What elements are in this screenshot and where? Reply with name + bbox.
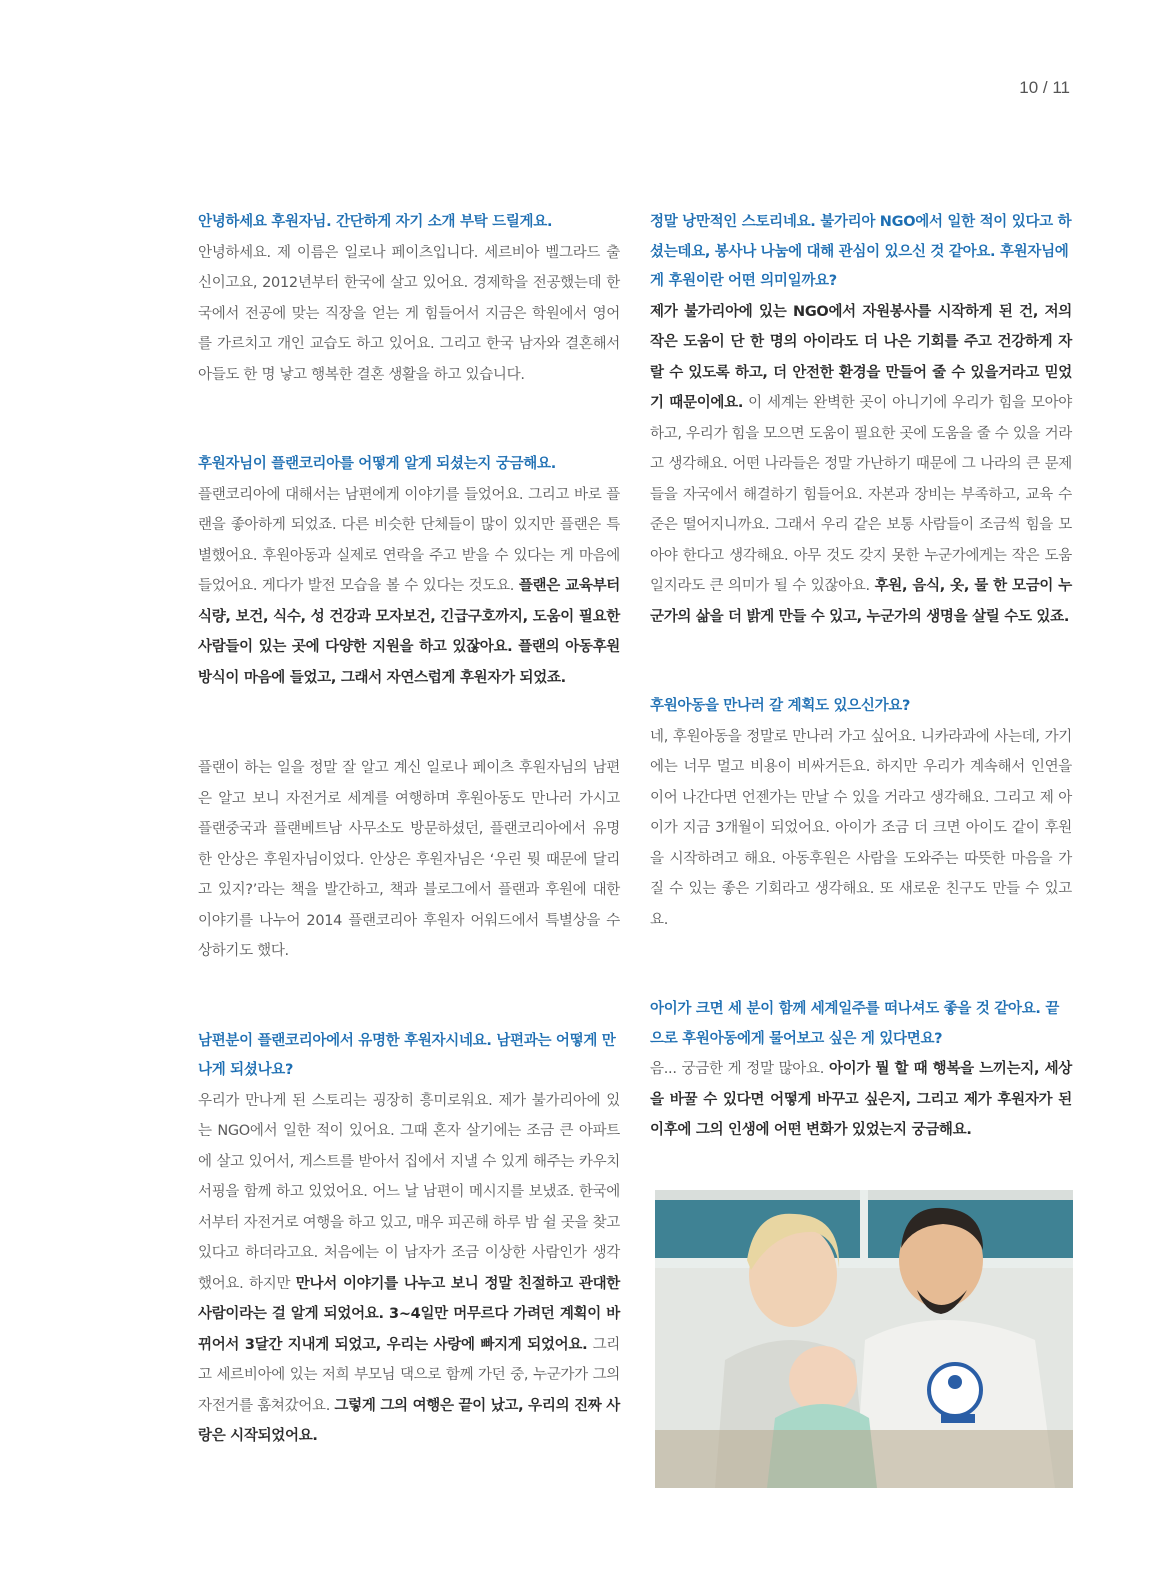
question-heading: 후원자님이 플랜코리아를 어떻게 알게 되셨는지 궁금해요. xyxy=(198,456,556,472)
note-paragraph xyxy=(198,753,620,967)
answer-paragraph xyxy=(650,722,1072,936)
answer-paragraph xyxy=(650,1054,1072,1146)
answer-text: 이 세계는 완벽한 곳이 아니기에 우리가 힘을 모아야 하고, 우리가 힘을 모으면 도움이 필요한 곳에 도움을 줄 수 있을 거라고 생각해요. 어떤 나라들은 정말 가난하기 때문에 그 나라의 큰 문제들을 자국에서 해결하기 힘들어요. 자본과 장비는 부족하고, 교육 수준은 떨어지니까요. 그래서 우리 같은 보통 사람들이 조금씩 힘을 모아야 한다고 생각해요. 아무 것도 갖지 못한 누군가에게는 작은 도움일지라도 큰 의미가 될 수 있잖아요. xyxy=(650,395,1072,594)
answer-paragraph xyxy=(198,480,620,694)
family-photo-illustration xyxy=(655,1190,1073,1488)
interview-section-3 xyxy=(198,1027,620,1452)
answer-paragraph xyxy=(650,297,1072,633)
answer-text-bold: 아이가 뭘 할 때 행복을 느끼는지, 세상을 바꿀 수 있다면 어떻게 바꾸고 싶은지, 그리고 제가 후원자가 된 이후에 그의 인생에 어떤 변화가 있었는지 궁금해요. xyxy=(650,1061,1072,1138)
note-text: 플랜이 하는 일을 정말 잘 알고 계신 일로나 페이츠 후원자님의 남편은 알고 보니 자전거로 세계를 여행하며 후원아동도 만나러 가시고 플랜중국과 플랜베트남 사무소도 방문하셨던, 플랜코리아에서 유명한 안상은 후원자님이었다. 안상은 후원자님은 ‘우린 뭣 때문에 달리고 있지?’라는 책을 발간하고, 책과 블로그에서 플랜과 후원에 대한 이야기를 나누어 2014 플랜코리아 후원자 어워드에서 특별상을 수상하기도 했다. xyxy=(198,760,620,959)
answer-text: 안녕하세요. 제 이름은 일로나 페이츠입니다. 세르비아 벨그라드 출신이고요, 2012년부터 한국에 살고 있어요. 경제학을 전공했는데 한국에서 전공에 맞는 직장을 얻는 게 힘들어서 지금은 학원에서 영어를 가르치고 개인 교습도 하고 있어요. 그리고 한국 남자와 결혼해서 아들도 한 명 낳고 행복한 결혼 생활을 하고 있습니다. xyxy=(198,244,620,383)
answer-text: 플랜코리아에 대해서는 남편에게 이야기를 들었어요. 그리고 바로 플랜을 좋아하게 되었죠. 다른 비슷한 단체들이 많이 있지만 플랜은 특별했어요. 후원아동과 실제로 연락을 주고 받을 수 있다는 게 마음에 들었어요. 게다가 발전 모습을 볼 수 있다는 것도요. xyxy=(198,486,620,594)
answer-text-bold: 만나서 이야기를 나누고 보니 정말 친절하고 관대한 사람이라는 걸 알게 되었어요. 3~4일만 머무르다 가려던 계획이 바뀌어서 3달간 지내게 되었고, 우리는 사랑에 빠지게 되었어요. xyxy=(198,1275,620,1353)
answer-text: 그리고 세르비아에 있는 저희 부모님 댁으로 함께 가던 중, 누군가가 그의 자전거를 훔쳐갔어요. xyxy=(198,1336,620,1414)
interview-section-1 xyxy=(198,208,620,390)
editor-note xyxy=(198,753,620,967)
answer-text-bold: 플랜은 교육부터 식량, 보건, 식수, 성 건강과 모자보건, 긴급구호까지, 도움이 필요한 사람들이 있는 곳에 다양한 지원을 하고 있잖아요. 플랜의 아동후원 방식이 마음에 들었고, 그래서 자연스럽게 후원자가 되었죠. xyxy=(198,578,620,686)
answer-text-bold: 후원, 음식, 옷, 물 한 모금이 누군가의 삶을 더 밝게 만들 수 있고, 누군가의 생명을 살릴 수도 있죠. xyxy=(650,578,1073,625)
question-heading: 아이가 크면 세 분이 함께 세계일주를 떠나셔도 좋을 것 같아요. 끝으로 후원아동에게 물어보고 싶은 게 있다면요? xyxy=(650,1001,1060,1047)
question-heading: 후원아동을 만나러 갈 계획도 있으신가요? xyxy=(650,698,911,714)
interview-section-4 xyxy=(650,208,1072,632)
family-photo xyxy=(655,1190,1073,1488)
answer-text: 네, 후원아동을 정말로 만나러 가고 싶어요. 니카라과에 사는데, 가기에는 너무 멀고 비용이 비싸거든요. 하지만 우리가 계속해서 인연을 이어 나간다면 언젠가는 만날 수 있을 거라고 생각해요. 그리고 제 아이가 지금 3개월이 되었어요. 아이가 조금 더 크면 아이도 같이 후원을 시작하려고 해요. 아동후원은 사람을 도와주는 따뜻한 마음을 가질 수 있는 좋은 기회라고 생각해요. 또 새로운 친구도 만들 수 있고요. xyxy=(650,728,1072,928)
page-number: 10 / 11 xyxy=(1019,78,1070,97)
interview-section-6 xyxy=(650,995,1072,1146)
answer-text-bold: 제가 불가리아에 있는 NGO에서 자원봉사를 시작하게 된 건, 저의 작은 도움이 단 한 명의 아이라도 더 나은 기회를 주고 건강하게 자랄 수 있도록 하고, 더 안전한 환경을 만들어 줄 수 있을거라고 믿었기 때문이에요. xyxy=(650,303,1072,411)
left-column xyxy=(198,208,620,1452)
answer-text: 우리가 만나게 된 스토리는 굉장히 흥미로워요. 제가 불가리아에 있는 NGO에서 일한 적이 있어요. 그때 혼자 살기에는 조금 큰 아파트에 살고 있어서, 게스트를 받아서 집에서 지낼 수 있게 해주는 카우치 서핑을 함께 하고 있었어요. 어느 날 남편이 메시지를 보냈죠. 한국에서부터 자전거로 여행을 하고 있고, 매우 피곤해 하루 밤 쉴 곳을 찾고 있다고 하더라고요. 처음에는 이 남자가 조금 이상한 사람인가 생각했어요. 하지만 xyxy=(198,1092,620,1292)
answer-paragraph xyxy=(198,238,620,391)
right-column xyxy=(650,208,1072,1146)
interview-section-2 xyxy=(198,450,620,693)
question-heading: 안녕하세요 후원자님. 간단하게 자기 소개 부탁 드릴게요. xyxy=(198,214,553,230)
question-heading: 정말 낭만적인 스토리네요. 불가리아 NGO에서 일한 적이 있다고 하셨는데요, 봉사나 나눔에 대해 관심이 있으신 것 같아요. 후원자님에게 후원이란 어떤 의미일까요? xyxy=(650,214,1072,289)
interview-section-5 xyxy=(650,692,1072,935)
answer-paragraph xyxy=(198,1086,620,1452)
answer-text-bold: 그렇게 그의 여행은 끝이 났고, 우리의 진짜 사랑은 시작되었어요. xyxy=(198,1397,621,1444)
answer-text: 음... 궁금한 게 정말 많아요. xyxy=(650,1061,829,1077)
question-heading: 남편분이 플랜코리아에서 유명한 후원자시네요. 남편과는 어떻게 만나게 되셨나요? xyxy=(198,1032,616,1078)
